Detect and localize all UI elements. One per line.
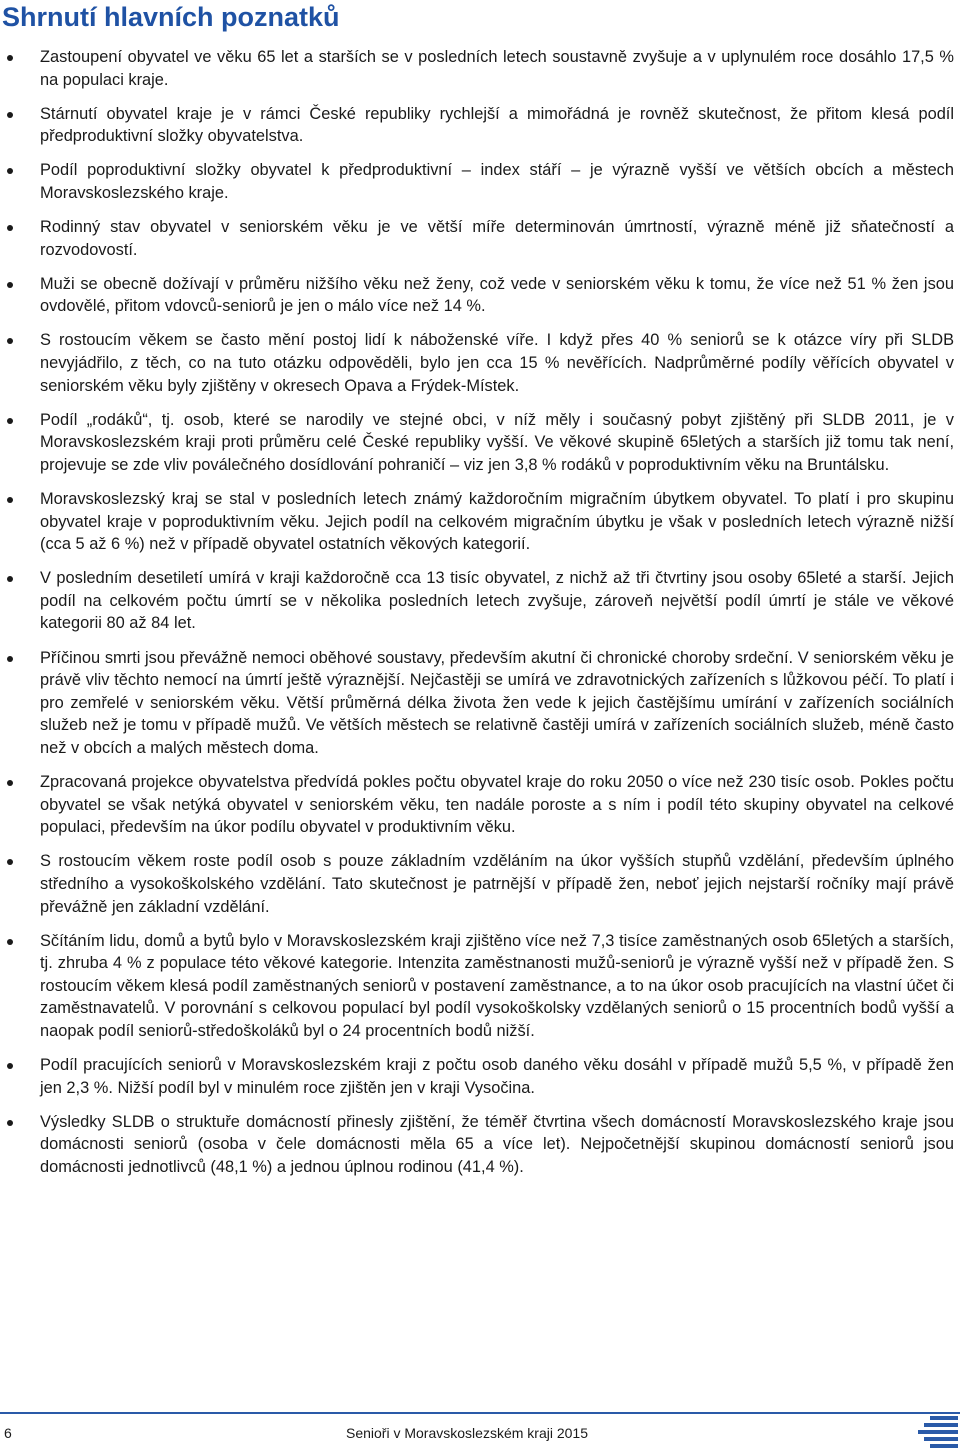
page-footer	[0, 1412, 960, 1451]
bullet-dot-icon	[7, 939, 13, 945]
bullet-text: Muži se obecně dožívají v průměru nižšího věku než ženy, což vede v seniorském věku k tomu, že více než 51 % žen jsou ovdovělé, přitom vdovců-seniorů je jen o málo více než 14 %.	[40, 274, 954, 316]
bullet-item	[0, 850, 960, 918]
bullet-dot-icon	[7, 859, 13, 865]
bullet-item	[0, 103, 960, 148]
bullet-item	[0, 1054, 960, 1099]
statistics-office-logo-icon	[918, 1414, 958, 1450]
bullet-dot-icon	[7, 576, 13, 582]
bullet-item	[0, 771, 960, 839]
bullet-text: Sčítáním lidu, domů a bytů bylo v Moravskoslezském kraji zjištěno více než 7,3 tisíce zaměstnaných osob 65letých a starších, tj. zhruba 4 % z populace této věkové kategorie. Intenzita zaměstnanosti mužů-seniorů je výrazně vyšší než v případě žen. S rostoucím věkem klesá podíl zaměstnaných seniorů v postavení zaměstnance, a to na úkor osob pracujících na vlastní účet či zaměstnavatelů. V porovnání s celkovou populací byl podíl vysokoškolsky vzdělaných seniorů o 15 procentních bodů vyšší a naopak podíl seniorů-středoškoláků byl o 24 procentních bodů nižší.	[40, 931, 954, 1040]
bullet-dot-icon	[7, 338, 13, 344]
bullet-dot-icon	[7, 497, 13, 503]
bullet-dot-icon	[7, 656, 13, 662]
bullet-item	[0, 273, 960, 318]
bullet-item	[0, 159, 960, 204]
bullet-dot-icon	[7, 780, 13, 786]
bullet-text: Podíl „rodáků“, tj. osob, které se narodily ve stejné obci, v níž měly i současný pobyt zjištěný při SLDB 2011, je v Moravskoslezském kraji proti průměru celé České republiky vyšší. Ve věkové skupině 65letých a starších již tomu tak není, projevuje se zde vliv poválečného dosídlování pohraničí – viz jen 3,8 % rodáků v poproduktivním věku na Bruntálsku.	[40, 410, 954, 474]
bullet-text: Moravskoslezský kraj se stal v posledních letech známý každoročním migračním úbytkem obyvatel. To platí i pro skupinu obyvatel kraje v poproduktivním věku. Jejich podíl na celkovém migračním úbytku je však v posledních letech výrazně nižší (cca 5 až 6 %) než v případě obyvatel ostatních věkových kategorií.	[40, 490, 954, 554]
bullet-item	[0, 1111, 960, 1179]
bullet-dot-icon	[7, 225, 13, 231]
bullet-text: Zpracovaná projekce obyvatelstva předvídá pokles počtu obyvatel kraje do roku 2050 o více než 230 tisíc osob. Pokles počtu obyvatel se však netýká obyvatel v seniorském věku, ten nadále poroste a s ním i podíl této skupiny obyvatel na celkové populaci, především na úkor podílu obyvatel v produktivním věku.	[40, 773, 954, 837]
bullet-text: Zastoupení obyvatel ve věku 65 let a starších se v posledních letech soustavně zvyšuje a v uplynulém roce dosáhlo 17,5 % na populaci kraje.	[40, 48, 954, 89]
page-number: 6	[4, 1425, 12, 1441]
bullet-dot-icon	[7, 418, 13, 424]
bullet-dot-icon	[7, 282, 13, 288]
bullet-dot-icon	[7, 1063, 13, 1069]
bullet-dot-icon	[7, 168, 13, 174]
publication-title: Senioři v Moravskoslezském kraji 2015	[346, 1425, 588, 1441]
bullet-text: Příčinou smrti jsou převážně nemoci oběhové soustavy, především akutní či chronické choroby srdeční. V seniorském věku je právě vliv těchto nemocí na úmrtí ještě výraznější. Nejčastěji se umírá ve zdravotnických zařízeních s lůžkovou péčí. To platí i pro zemřelé v seniorském věku. Větší průměrná délka života žen vede k jejich častějšímu umírání v zařízeních sociálních služeb než je tomu v případě mužů. Ve větších městech se relativně častěji umírá v zařízeních sociálních služeb, méně často než v obcích a malých městech doma.	[40, 648, 954, 757]
footer-divider	[0, 1412, 960, 1414]
bullet-item	[0, 647, 960, 760]
bullet-text: Výsledky SLDB o struktuře domácností přinesly zjištění, že téměř čtvrtina všech domácností Moravskoslezského kraje jsou domácnosti seniorů (osoba v čele domácnosti měla 65 a více let). Nejpočetnější skupinou domácností seniorů jsou domácnosti jednotlivců (48,1 %) a jednou úplnou rodinou (41,4 %).	[40, 1112, 954, 1176]
bullet-item	[0, 409, 960, 477]
bullet-item	[0, 216, 960, 261]
bullet-item	[0, 930, 960, 1043]
bullet-dot-icon	[7, 55, 13, 61]
bullet-text: S rostoucím věkem se často mění postoj lidí k náboženské víře. I když přes 40 % seniorů se k otázce víry při SLDB nevyjádřilo, z těch, co na tuto otázku odpověděli, bylo jen cca 15 % nevěřících. Nadprůměrné podíly věřících obyvatel v seniorském věku byly zjištěny v okresech Opava a Frýdek-Místek.	[40, 331, 954, 395]
bullet-text: V posledním desetiletí umírá v kraji každoročně cca 13 tisíc obyvatel, z nichž až tři čtvrtiny jsou osoby 65leté a starší. Jejich podíl na celkovém počtu úmrtí se v několika posledních letech zvyšuje, zároveň největší podíl úmrtí je stále ve věkové kategorii 80 až 84 let.	[40, 569, 954, 633]
bullet-item	[0, 46, 960, 91]
bullet-text: S rostoucím věkem roste podíl osob s pouze základním vzděláním na úkor vyšších stupňů vzdělání, především úplného středního a vysokoškolského vzdělání. Tato skutečnost je patrnější v případě žen, neboť jejich nejstarší ročníky mají právě převážně jen základní vzdělání.	[40, 852, 954, 916]
bullet-text: Rodinný stav obyvatel v seniorském věku je ve větší míře determinován úmrtností, výrazně méně již sňatečností a rozvodovostí.	[40, 218, 954, 259]
bullet-dot-icon	[7, 112, 13, 118]
summary-bullet-list	[0, 46, 960, 1190]
bullet-item	[0, 488, 960, 556]
bullet-item	[0, 567, 960, 635]
bullet-text: Stárnutí obyvatel kraje je v rámci České republiky rychlejší a mimořádná je rovněž skutečnost, že přitom klesá podíl předproduktivní složky obyvatelstva.	[40, 104, 954, 146]
bullet-text: Podíl pracujících seniorů v Moravskoslezském kraji z počtu osob daného věku dosáhl v případě mužů 5,5 %, v případě žen jen 2,3 %. Nižší podíl byl v minulém roce zjištěn jen v kraji Vysočina.	[40, 1056, 954, 1097]
bullet-text: Podíl poproduktivní složky obyvatel k předproduktivní – index stáří – je výrazně vyšší ve větších obcích a městech Moravskoslezského kraje.	[40, 161, 954, 202]
page-title: Shrnutí hlavních poznatků	[2, 2, 340, 32]
bullet-item	[0, 329, 960, 397]
bullet-dot-icon	[7, 1120, 13, 1126]
